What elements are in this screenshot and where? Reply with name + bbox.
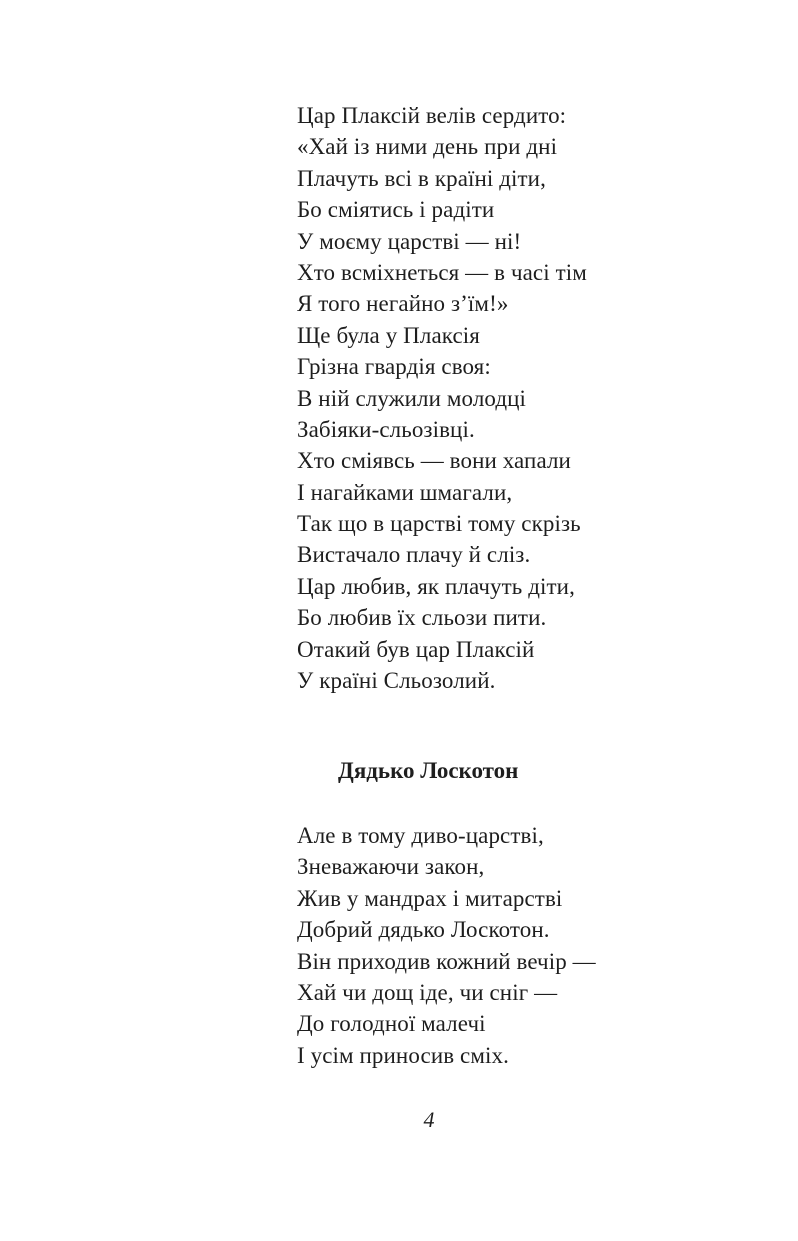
poem-line: Я того негайно з’їм!»: [297, 291, 509, 317]
poem-line: Добрий дядько Лоскотон.: [297, 917, 550, 943]
poem-line: У країні Сльозолий.: [297, 668, 496, 694]
poem-line: Цар любив, як плачуть діти,: [297, 573, 575, 599]
poem-line: Хто сміявсь — вони хапали: [297, 448, 571, 474]
poem-line: До голодної малечі: [297, 1011, 486, 1037]
poem-line: Хай чи дощ іде, чи сніг —: [297, 979, 558, 1005]
poem-line: Хто всміхнеться — в часі тім: [297, 259, 587, 285]
poem-line: Забіяки-сльозівці.: [297, 416, 475, 442]
poem-line: Цар Плаксій велів сердито:: [297, 103, 567, 128]
page-number: 4: [423, 1107, 435, 1132]
poem-stanza-2: [297, 820, 596, 1071]
poem-line: Грізна гвардія своя:: [297, 354, 491, 380]
poem-line: В ній служили молодці: [297, 385, 527, 411]
poem-line: Він приходив кожний вечір —: [297, 948, 596, 974]
poem-line: Бо любив їх сльози пити.: [297, 605, 547, 631]
poem-line: Зневажаючи закон,: [297, 854, 485, 880]
poem-line: «Хай із ними день при дні: [297, 134, 558, 160]
poem-line: Отакий був цар Плаксій: [297, 636, 535, 662]
poem-line: Але в тому диво-царстві,: [297, 823, 544, 848]
poem-line: І нагайками шмагали,: [297, 479, 513, 505]
poem-line: Бо сміятись і радіти: [297, 197, 495, 223]
poem-stanza-1: [297, 100, 587, 696]
section-title: Дядько Лоскотон: [338, 758, 519, 783]
poem-line: Ще була у Плаксія: [297, 322, 480, 348]
poem-line: У моєму царстві — ні!: [297, 228, 522, 254]
poem-line: Вистачало плачу й сліз.: [297, 542, 531, 568]
poem-line: Так що в царстві тому скрізь: [297, 511, 581, 537]
poem-line: Жив у мандрах і митарстві: [297, 885, 563, 911]
poem-line: Плачуть всі в країні діти,: [297, 165, 546, 191]
poem-line: І усім приносив сміх.: [297, 1042, 509, 1068]
